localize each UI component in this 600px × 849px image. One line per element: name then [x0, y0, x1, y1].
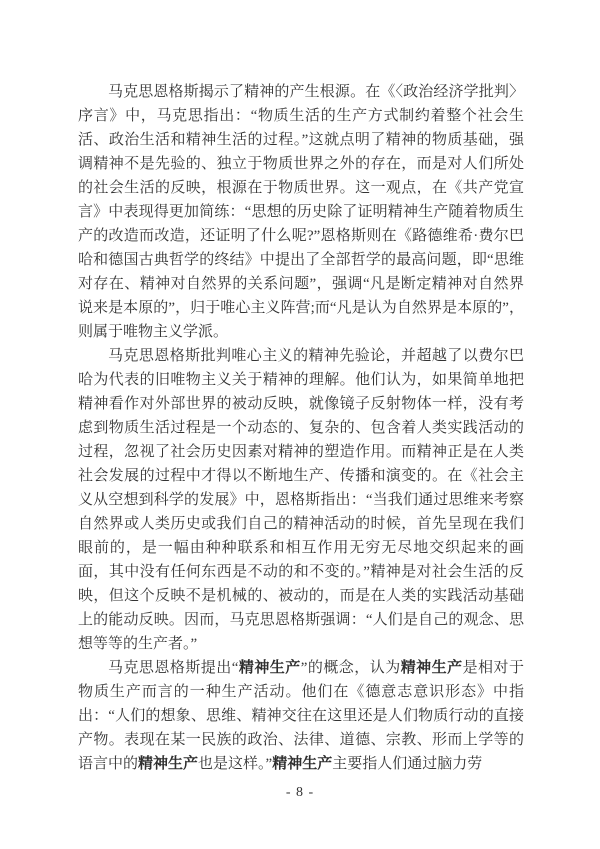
text-run: 马克思恩格斯批判唯心主义的精神先验论，并超越了以费尔巴哈为代表的旧唯物主义关于精神的理解。他们认为，如果简单地把精神看作对外部世界的被动反映，就像镜子反射物体一样，没有考虑到物质生活过程是一个动态的、复杂的、包含着人类实践活动的过程，忽视了社会历史因素对精神的塑造作用。而精神正是在人类社会发展的过程中才得以不断地生产、传播和演变的。在《社会主义从空想到科学的发展》中，恩格斯指出：“当我们通过思维来考察自然界或人类历史或我们自己的精神活动的时候，首先呈现在我们眼前的，是一幅由种种联系和相互作用无穷无尽地交织起来的画面，其中没有任何东西是不动的和不变的。”精神是对社会生活的反映，但这个反映不是机械的、被动的，而是在人类的实践活动基础上的能动反映。因而，马克思恩格斯强调：“人们是自己的观念、思想等等的生产者。” — [78, 348, 524, 652]
text-run: 是相对于物质生产而言的一种生产活动。他们在《德意志意识形态》中指出：“人们的想象、思维、精神交往在这里还是人们物质行动的直接产物。表现在某一民族的政治、法律、道德、宗教、形而上学等的语言中的 — [78, 660, 524, 772]
paragraph — [78, 344, 524, 656]
page-body — [78, 80, 524, 776]
text-run: 马克思恩格斯提出“ — [108, 660, 239, 676]
key-term-bold: 精神生产 — [238, 660, 301, 676]
text-run: ”的概念，认为 — [300, 660, 401, 676]
key-term-bold: 精神生产 — [400, 660, 463, 676]
paragraph — [78, 80, 524, 344]
page-number: - 8 - — [285, 785, 315, 800]
text-run: 也是这样。” — [198, 756, 273, 772]
text-run: 马克思恩格斯揭示了精神的产生根源。在《〈政治经济学批判〉序言》中，马克思指出：“物质生活的生产方式制约着整个社会生活、政治生活和精神生活的过程。”这就点明了精神的物质基础，强调精神不是先验的、独立于物质世界之外的存在，而是对人们所处的社会生活的反映，根源在于物质世界。这一观点，在《共产党宣言》中表现得更加简练：“思想的历史除了证明精神生产随着物质生产的改造而改造，还证明了什么呢?”恩格斯则在《路德维希·费尔巴哈和德国古典哲学的终结》中提出了全部哲学的最高问题，即“思维对存在、精神对自然界的关系问题”，强调“凡是断定精神对自然界说来是本原的”，归于唯心主义阵营;而“凡是认为自然界是本原的”，则属于唯物主义学派。 — [78, 84, 524, 340]
text-run: 主要指人们通过脑力劳 — [332, 756, 483, 772]
key-term-bold: 精神生产 — [272, 756, 333, 772]
key-term-bold: 精神生产 — [138, 756, 199, 772]
paragraph — [78, 656, 524, 776]
